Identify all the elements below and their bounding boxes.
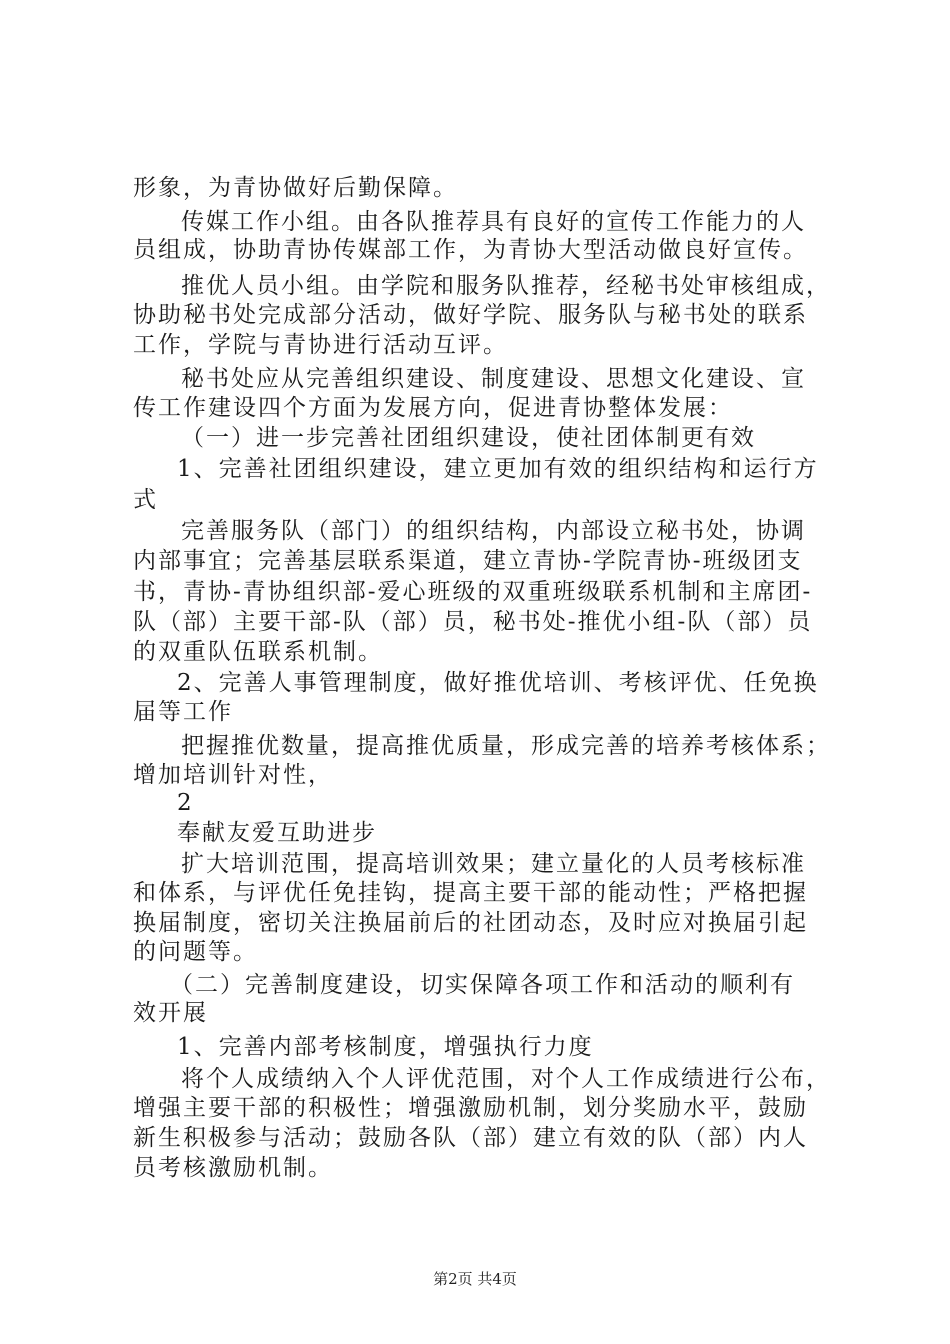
text-line: 效开展 <box>133 1000 208 1026</box>
text-line: 把握推优数量，提高推优质量，形成完善的培养考核体系； <box>181 733 831 759</box>
page-number-label: 第2页 共4页 <box>433 1270 517 1288</box>
text-line: 新生积极参与活动；鼓励各队（部）建立有效的队（部）内人 <box>133 1125 808 1151</box>
text-line: 将个人成绩纳入个人评优范围，对个人工作成绩进行公布， <box>181 1066 831 1092</box>
text-line: 员考核激励机制。 <box>133 1155 333 1181</box>
subsection-heading: 2、完善人事管理制度，做好推优培训、考核评优、任免换 <box>177 670 819 696</box>
text-line: 员组成，协助青协传媒部工作，为青协大型活动做良好宣传。 <box>133 237 808 263</box>
subsection-heading: 1、完善社团组织建设，建立更加有效的组织结构和运行方 <box>177 456 819 482</box>
text-line: 届等工作 <box>133 699 233 725</box>
text-line: 增强主要干部的积极性；增强激励机制，划分奖励水平，鼓励 <box>133 1095 808 1121</box>
text-line: 推优人员小组。由学院和服务队推荐，经秘书处审核组成， <box>181 273 831 299</box>
text-line: 传工作建设四个方面为发展方向，促进青协整体发展： <box>133 395 733 421</box>
text-line: 和体系，与评优任免挂钩，提高主要干部的能动性；严格把握 <box>133 880 808 906</box>
text-line: 完善服务队（部门）的组织结构，内部设立秘书处，协调 <box>181 518 806 544</box>
text-line: 内部事宜；完善基层联系渠道，建立青协-学院青协-班级团支 <box>133 548 803 574</box>
text-line: 秘书处应从完善组织建设、制度建设、思想文化建设、宣 <box>181 366 806 392</box>
text-line: 队（部）主要干部-队（部）员，秘书处-推优小组-队（部）员 <box>133 609 813 635</box>
text-line: 式 <box>133 487 158 513</box>
text-line: 传媒工作小组。由各队推荐具有良好的宣传工作能力的人 <box>181 209 806 235</box>
text-line: 形象，为青协做好后勤保障。 <box>133 175 458 201</box>
text-line: 的双重队伍联系机制。 <box>133 639 383 665</box>
text-line: 扩大培训范围，提高培训效果；建立量化的人员考核标准 <box>181 851 806 877</box>
section-heading: （一）进一步完善社团组织建设，使社团体制更有效 <box>181 425 756 451</box>
text-line: 的问题等。 <box>133 939 258 965</box>
text-line: 工作，学院与青协进行活动互评。 <box>133 332 508 358</box>
page-footer <box>0 1269 950 1289</box>
text-line: 协助秘书处完成部分活动，做好学院、服务队与秘书处的联系 <box>133 302 808 328</box>
text-line: 书，青协-青协组织部-爱心班级的双重班级联系机制和主席团- <box>133 579 813 605</box>
text-line: 换届制度，密切关注换届前后的社团动态，及时应对换届引起 <box>133 910 808 936</box>
inline-page-number: 2 <box>177 790 194 816</box>
subsection-heading: 1、完善内部考核制度，增强执行力度 <box>177 1034 594 1060</box>
section-heading: （二）完善制度建设，切实保障各项工作和活动的顺利有 <box>170 972 795 998</box>
motto-line: 奉献友爱互助进步 <box>177 820 377 846</box>
text-line: 增加培训针对性， <box>133 762 333 788</box>
